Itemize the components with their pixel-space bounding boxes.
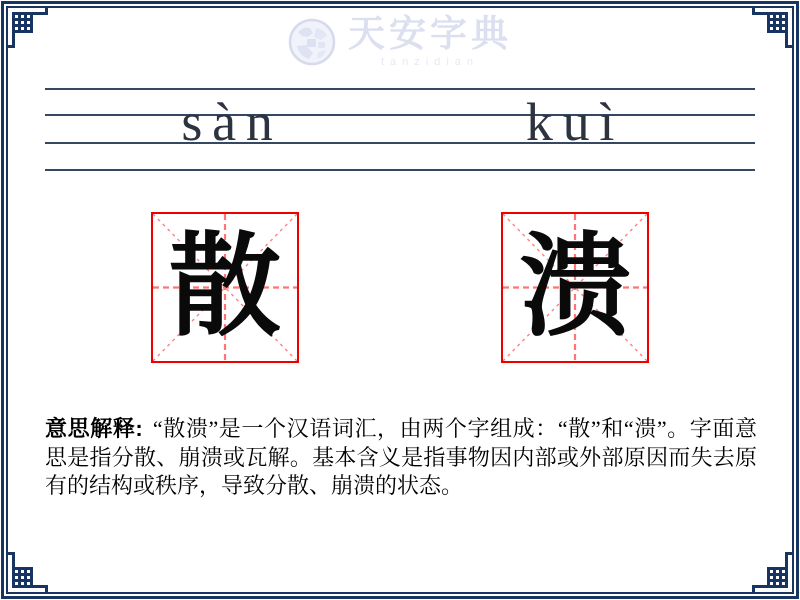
explanation-text: “散溃”是一个汉语词汇，由两个字组成：“散”和“溃”。字面意思是指分散、崩溃或瓦解。基本含义是指事物因内部或外部原因而失去原有的结构或秩序，导致分散、崩溃的状态。 xyxy=(45,416,758,498)
corner-ornament-bottom-left-icon xyxy=(0,548,52,600)
pinyin-syllable-kui: kuì xyxy=(525,92,625,152)
hanzi-glyph-san: 散 xyxy=(169,225,281,350)
hanzi-box-kui xyxy=(501,212,649,363)
explanation-section xyxy=(45,415,757,501)
hanzi-box-san xyxy=(151,212,299,363)
staff-line-1 xyxy=(45,88,755,90)
corner-ornament-bottom-right-icon xyxy=(748,548,800,600)
brand-title: 天安字典 xyxy=(348,14,512,55)
pinyin-syllable-san: sàn xyxy=(181,92,283,152)
explanation-label: 意思解释: xyxy=(45,416,143,441)
staff-line-4 xyxy=(45,169,755,171)
brand-logo[interactable] xyxy=(0,16,800,68)
inner-frame-border xyxy=(6,6,794,594)
outer-frame-border xyxy=(1,1,799,599)
brand-subtitle: tanzidian xyxy=(380,55,480,68)
hanzi-glyph-kui: 溃 xyxy=(519,225,631,350)
seal-globe-icon xyxy=(288,18,336,66)
